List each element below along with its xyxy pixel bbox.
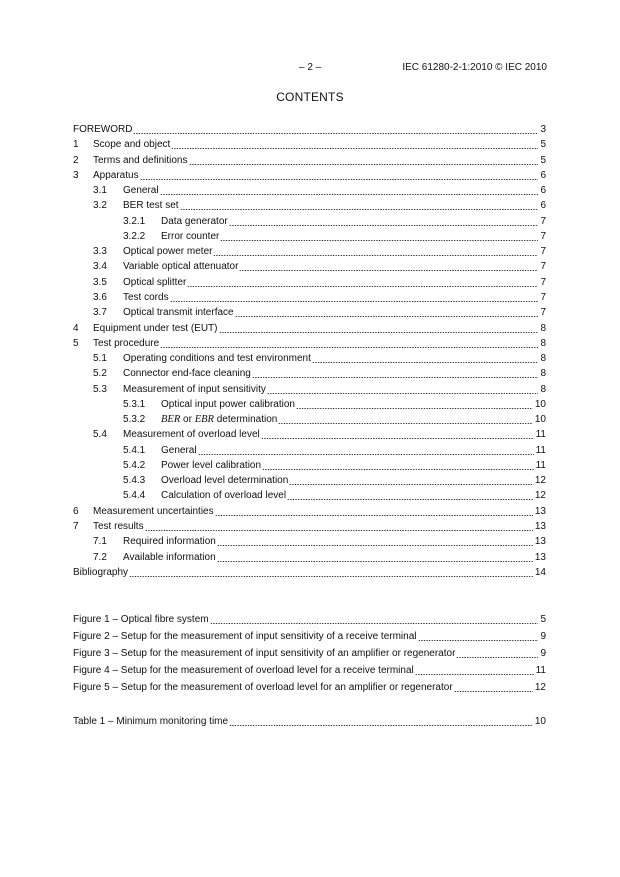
dot-leader: [418, 640, 539, 641]
dot-leader: [133, 133, 538, 134]
toc-number: 6: [73, 505, 79, 517]
toc-number: 5.4: [93, 429, 107, 441]
dot-leader: [261, 438, 534, 439]
toc-page-number: 10: [534, 716, 546, 727]
toc-entry[interactable]: [73, 443, 546, 457]
toc-title: Optical transmit interface: [123, 307, 234, 319]
toc-title: Figure 3 – Setup for the measurement of input sensitivity of an amplifier or regenerator: [73, 648, 456, 660]
toc-number: 7.1: [93, 536, 107, 548]
toc-title: Available information: [123, 551, 216, 563]
toc-number: 3.3: [93, 246, 107, 258]
toc-page-number: 13: [534, 536, 546, 548]
toc-page-number: 9: [540, 648, 546, 660]
toc-title: General: [161, 444, 197, 456]
toc-number: 7.2: [93, 551, 107, 563]
dot-leader: [312, 362, 539, 363]
toc-title: Variable optical attenuator: [123, 261, 239, 273]
dot-leader: [235, 316, 539, 317]
dot-leader: [160, 347, 538, 348]
toc-number: 5.3.1: [123, 398, 146, 410]
toc-entry[interactable]: [73, 382, 546, 396]
dot-leader: [415, 674, 534, 675]
toc-entry[interactable]: [73, 412, 546, 426]
toc-title: Operating conditions and test environment: [123, 353, 311, 365]
toc-title: Measurement of overload level: [123, 429, 260, 441]
dot-leader: [262, 469, 534, 470]
dot-leader: [229, 725, 533, 726]
dot-leader: [129, 576, 533, 577]
toc-number: 2: [73, 154, 79, 166]
contents-title: CONTENTS: [276, 90, 344, 104]
toc-title: Measurement uncertainties: [93, 505, 214, 517]
dot-leader: [145, 530, 533, 531]
toc-entry[interactable]: [73, 336, 546, 350]
toc-title: Optical input power calibration: [161, 398, 295, 410]
toc-page-number: 12: [534, 682, 546, 694]
dot-leader: [213, 255, 538, 256]
toc-entry[interactable]: [73, 366, 546, 380]
toc-page-number: 8: [540, 337, 546, 349]
page-number: – 2 –: [299, 62, 322, 73]
toc-number: 5.3: [93, 383, 107, 395]
toc-entry[interactable]: [73, 473, 546, 487]
toc-number: 5.4.4: [123, 490, 146, 502]
toc-entry[interactable]: [73, 137, 546, 151]
toc-title: Overload level determination: [161, 475, 289, 487]
dot-leader: [252, 377, 539, 378]
toc-page-number: 7: [540, 307, 546, 319]
toc-page-number: 8: [540, 368, 546, 380]
toc-entry[interactable]: [73, 244, 546, 258]
toc-title: Figure 2 – Setup for the measurement of input sensitivity of a receive terminal: [73, 631, 417, 643]
dot-leader: [454, 691, 533, 692]
dot-leader: [239, 270, 538, 271]
toc-entry[interactable]: [73, 427, 546, 441]
toc-page-number: 5: [540, 614, 546, 625]
toc-page-number: 8: [540, 383, 546, 395]
toc-entry[interactable]: [73, 534, 546, 548]
toc-number: 5.4.3: [123, 475, 146, 487]
toc-page-number: 6: [540, 185, 546, 197]
toc-number: 4: [73, 322, 79, 334]
toc-title: Table 1 – Minimum monitoring time: [73, 716, 229, 727]
toc-entry[interactable]: [73, 321, 546, 335]
toc-page-number: 13: [534, 551, 546, 563]
toc-title: Figure 1 – Optical fibre system: [73, 614, 209, 625]
toc-number: 5.2: [93, 368, 107, 380]
toc-page-number: 14: [534, 566, 546, 578]
toc-page-number: 7: [540, 215, 546, 227]
dot-leader: [210, 623, 539, 624]
toc-page-number: 7: [540, 261, 546, 273]
toc-title: Required information: [123, 536, 216, 548]
dot-leader: [217, 545, 533, 546]
toc-entry[interactable]: [73, 122, 546, 136]
toc-page-number: 10: [534, 398, 546, 410]
dot-leader: [180, 209, 539, 210]
toc-title: Figure 5 – Setup for the measurement of overload level for an amplifier or regenerator: [73, 682, 453, 694]
toc-number: 3.1: [93, 185, 107, 197]
toc-page-number: 6: [540, 169, 546, 181]
toc-entry[interactable]: [73, 351, 546, 365]
toc-page-number: 7: [540, 276, 546, 288]
dot-leader: [220, 240, 538, 241]
toc-number: 3.7: [93, 307, 107, 319]
toc-entry[interactable]: [73, 198, 546, 212]
toc-page-number: 7: [540, 230, 546, 242]
dot-leader: [198, 454, 534, 455]
toc-entry[interactable]: [73, 214, 546, 228]
toc-number: 1: [73, 139, 79, 151]
toc-title: FOREWORD: [73, 124, 133, 135]
toc-entry[interactable]: [73, 550, 546, 564]
dot-leader: [160, 194, 539, 195]
toc-page-number: 11: [535, 429, 546, 441]
dot-leader: [278, 423, 533, 424]
toc-page-number: 13: [534, 505, 546, 517]
toc-title: Optical splitter: [123, 276, 187, 288]
toc-title: Figure 4 – Setup for the measurement of overload level for a receive terminal: [73, 665, 414, 677]
toc-page-number: 7: [540, 291, 546, 303]
toc-page-number: 7: [540, 246, 546, 258]
toc-page-number: 11: [535, 444, 546, 456]
toc-title: Test cords: [123, 291, 169, 303]
toc-page-number: 11: [535, 459, 546, 471]
dot-leader: [287, 499, 533, 500]
toc-title: Measurement of input sensitivity: [123, 383, 266, 395]
toc-number: 5.1: [93, 353, 107, 365]
toc-entry[interactable]: [73, 229, 546, 243]
toc-entry[interactable]: [73, 397, 546, 411]
toc-title: Connector end-face cleaning: [123, 368, 251, 380]
toc-title: Data generator: [161, 215, 228, 227]
toc-page-number: 8: [540, 322, 546, 334]
page-header: [0, 62, 620, 76]
figure-entry[interactable]: [73, 663, 546, 677]
toc-number: 5.3.2: [123, 414, 146, 426]
toc-number: 7: [73, 521, 79, 533]
dot-leader: [267, 393, 539, 394]
dot-leader: [189, 164, 539, 165]
toc-entry[interactable]: [73, 305, 546, 319]
toc-title-text: or: [180, 414, 195, 426]
toc-entry[interactable]: [73, 290, 546, 304]
toc-title: Apparatus: [93, 169, 139, 181]
toc-entry[interactable]: [73, 153, 546, 167]
toc-title-term: EBR: [194, 414, 214, 426]
toc-page-number: 10: [534, 414, 546, 426]
toc-title-text: determination: [213, 414, 278, 426]
toc-title: [161, 414, 277, 426]
toc-entry[interactable]: [73, 259, 546, 273]
toc-page-number: 8: [540, 353, 546, 365]
figure-entry[interactable]: [73, 680, 546, 694]
toc-title: Bibliography: [73, 566, 129, 578]
toc-title: Scope and object: [93, 139, 171, 151]
toc-number: 5: [73, 337, 79, 349]
toc-title: General: [123, 185, 159, 197]
toc-entry[interactable]: [73, 565, 546, 579]
dot-leader: [456, 657, 538, 658]
toc-title: Equipment under test (EUT): [93, 322, 218, 334]
figure-entry[interactable]: [73, 629, 546, 643]
dot-leader: [140, 179, 539, 180]
dot-leader: [187, 286, 538, 287]
dot-leader: [170, 301, 539, 302]
toc-page-number: 12: [534, 475, 546, 487]
toc-number: 3.2: [93, 200, 107, 212]
toc-number: 3.4: [93, 261, 107, 273]
toc-number: 3.2.2: [123, 230, 146, 242]
toc-number: 3.5: [93, 276, 107, 288]
dot-leader: [229, 225, 539, 226]
toc-entry[interactable]: [73, 488, 546, 502]
dot-leader: [215, 515, 533, 516]
dot-leader: [171, 148, 538, 149]
toc-title-term: BER: [161, 414, 181, 426]
toc-entry[interactable]: [73, 275, 546, 289]
toc-title: Error counter: [161, 230, 220, 242]
toc-title: Terms and definitions: [93, 154, 188, 166]
toc-title: Calculation of overload level: [161, 490, 287, 502]
toc-page-number: 13: [534, 521, 546, 533]
toc-number: 5.4.1: [123, 444, 146, 456]
toc-title: Test results: [93, 521, 144, 533]
toc-title: Optical power meter: [123, 246, 213, 258]
toc-page-number: 3: [540, 124, 546, 135]
toc-title: Power level calibration: [161, 459, 262, 471]
toc-number: 3.6: [93, 291, 107, 303]
dot-leader: [289, 484, 533, 485]
figure-entry[interactable]: [73, 646, 546, 660]
dot-leader: [217, 561, 533, 562]
toc-page-number: 11: [535, 665, 546, 677]
toc-page-number: 5: [540, 154, 546, 166]
toc-number: 3.2.1: [123, 215, 146, 227]
dot-leader: [296, 408, 533, 409]
toc-title: Test procedure: [93, 337, 160, 349]
toc-entry[interactable]: [73, 458, 546, 472]
toc-page-number: 5: [540, 139, 546, 151]
toc-entry[interactable]: [73, 183, 546, 197]
toc-entry[interactable]: [73, 504, 546, 518]
toc-entry[interactable]: [73, 519, 546, 533]
toc-entry[interactable]: [73, 168, 546, 182]
document-id: IEC 61280-2-1:2010 © IEC 2010: [402, 62, 547, 73]
toc-number: 3: [73, 169, 79, 181]
table-entry[interactable]: [73, 714, 546, 728]
toc-title: BER test set: [123, 200, 179, 212]
toc-page-number: 9: [540, 631, 546, 643]
toc-page-number: 6: [540, 200, 546, 212]
toc-page-number: 12: [534, 490, 546, 502]
figure-entry[interactable]: [73, 612, 546, 626]
dot-leader: [219, 332, 539, 333]
toc-number: 5.4.2: [123, 459, 146, 471]
